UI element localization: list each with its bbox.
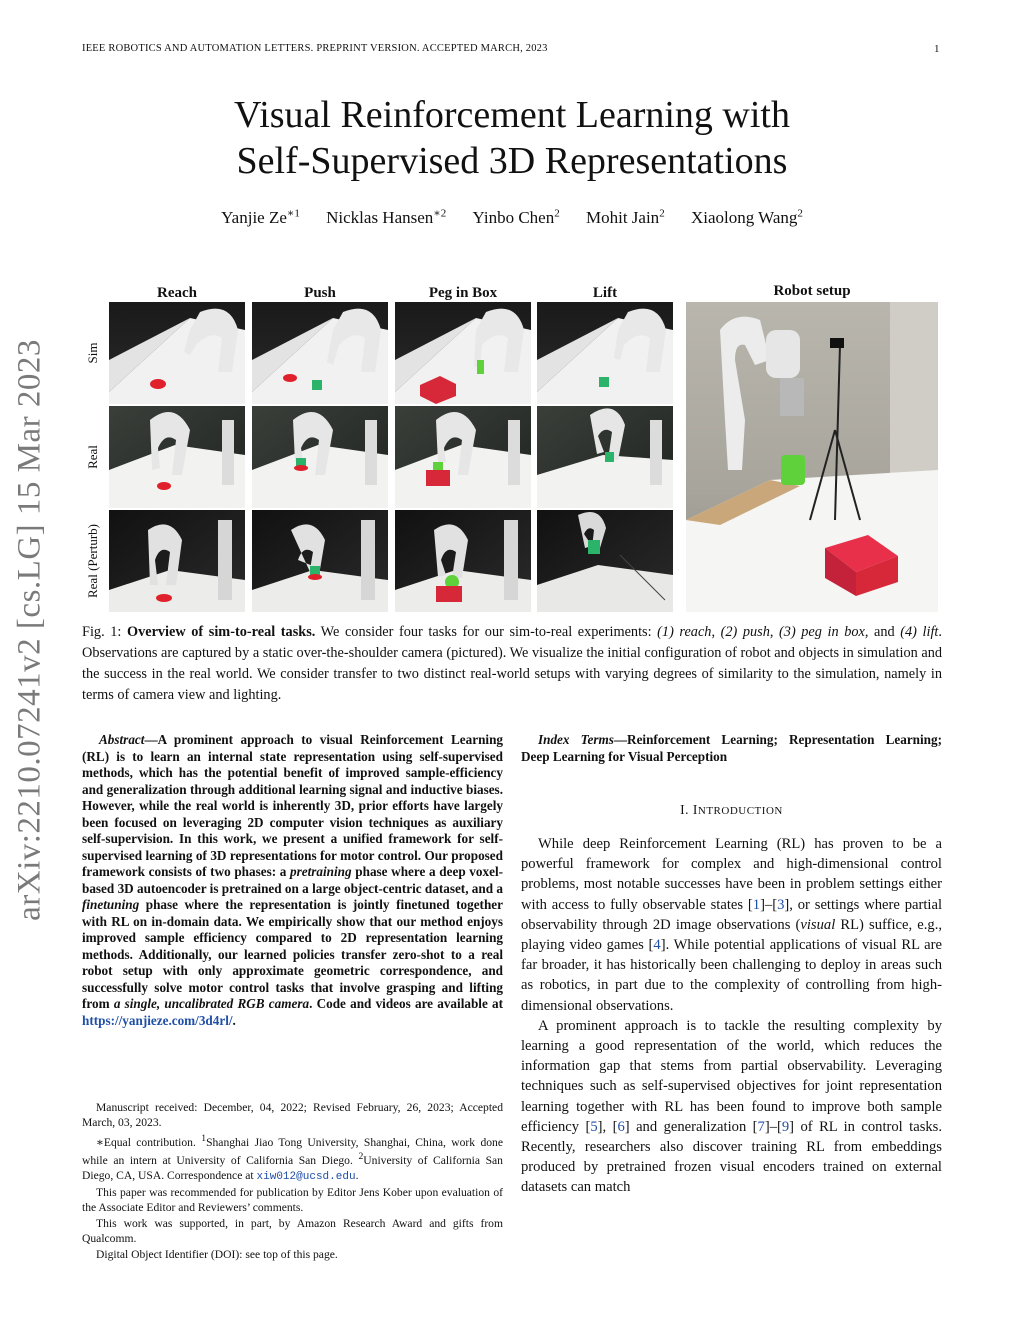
perturb-push-image	[252, 510, 388, 612]
citation-link[interactable]: 9	[781, 1118, 790, 1135]
row-label-sim: Sim	[85, 342, 100, 364]
title-line-1: Visual Reinforcement Learning with	[234, 94, 790, 136]
footnotes	[82, 1101, 503, 1265]
abstract: Abstract—A prominent approach to visual Reinforcement Learning (RL) is to learn an internal state representation using self-supervised methods, which has the potential benefit of improved sample-efficiency and generalization through additional learning signal and inductive biases. However, while the real world is inherently 3D, prior efforts have largely been focused on leveraging 2D computer vision techniques as auxiliary self-supervision. In this work, we present a unified framework for self-supervised learning of 3D representations for motor control. Our proposed framework consists of two phases: a pretraining phase where a deep voxel-based 3D autoencoder is pretrained on a large object-centric dataset, and a finetuning phase where the representation is jointly finetuned together with RL on in-domain data. We empirically show that our method enjoys improved sample efficiency compared to 2D representation learning methods. Additionally, our learned policies transfer zero-shot to a real robot setup with only approximate geometric correspondence, and successfully solve motor control tasks that involve grasping and lifting from a single, uncalibrated RGB camera. Code and videos are available at https://yanjieze.com/3d4rl/.	[82, 732, 504, 1028]
running-header: IEEE ROBOTICS AND AUTOMATION LETTERS. PREPRINT VERSION. ACCEPTED MARCH, 2023	[82, 43, 548, 54]
citation-link[interactable]: 5	[590, 1118, 598, 1135]
index-terms-label: Index Terms	[538, 732, 614, 747]
citation-link[interactable]: 4	[653, 937, 661, 954]
author: Yanjie $Ze^{∗1}$	[221, 207, 300, 227]
column-header-push: Push	[304, 285, 336, 301]
robot-setup-photo	[686, 302, 938, 612]
footnote-affiliations: ∗Equal contribution. $^1$Shanghai Jiao Tong University, Shanghai, China, work done while an intern at University of California San Diego. $^2$University of California San Diego, CA, USA. Correspondence at xiw012@ucsd.edu.	[82, 1133, 503, 1183]
row-label-real: Real	[85, 445, 100, 469]
column-header-peg-in-box: Peg in Box	[428, 285, 498, 301]
footnote-doi: Digital Object Identifier (DOI): see top of this page.	[96, 1248, 338, 1262]
sim-reach-image	[109, 302, 245, 404]
introduction-text	[521, 834, 942, 1198]
footnote-manuscript: Manuscript received: December, 04, 2022; Revised February, 26, 2023; Accepted March, 03, 2023.	[82, 1101, 503, 1129]
citation-link[interactable]: 6	[617, 1118, 625, 1135]
column-header-robot-setup: Robot setup	[773, 283, 851, 299]
intro-paragraph-1: While deep Reinforcement Learning (RL) has proven to be a powerful framework for complex and high-dimensional control problems, most notable successes have been in problem settings either with access to fully observable states [1]–[3], or settings where partial observability through 2D image observations (visual RL) suffice, e.g., playing video games [4]. While potential applications of visual RL are far broader, it has historically been challenging to deploy in areas such as robotics, in part due to the complexity of controlling from high-dimensional observations.	[521, 836, 943, 1014]
sim-lift-image	[537, 302, 673, 404]
citation-link[interactable]: 3	[777, 896, 785, 913]
perturb-lift-image	[537, 510, 673, 612]
perturb-reach-image	[109, 510, 245, 612]
real-peg-in-box-image	[395, 406, 531, 508]
author: Xiaolong Wang$^2$	[690, 207, 803, 227]
column-header-reach: Reach	[157, 285, 197, 301]
author: Yinbo Chen$^2$	[472, 207, 560, 227]
real-reach-image	[109, 406, 245, 508]
footnote-editor: This paper was recommended for publication by Editor Jens Kober upon evaluation of the Associate Editor and Reviewers’ comments.	[82, 1186, 503, 1214]
arxiv-stamp-text: arXiv:2210.07241v2 [cs.LG] 15 Mar 2023	[11, 339, 48, 921]
sim-push-image	[252, 302, 388, 404]
sim-peg-in-box-image	[395, 302, 531, 404]
real-push-image	[252, 406, 388, 508]
page-number: 1	[934, 43, 940, 55]
caption-bold: Overview of sim-to-real tasks.	[126, 624, 316, 640]
footnote-funding: This work was supported, in part, by Amazon Research Award and gifts from Qualcomm.	[82, 1217, 503, 1245]
abstract-label: Abstract	[99, 732, 145, 747]
author: Nicklas Hansen$^{∗2}$	[326, 207, 447, 227]
section-heading: I. INTRODUCTION	[680, 802, 783, 817]
column-header-lift: Lift	[592, 285, 618, 301]
title-line-2: Self-Supervised 3D Representations	[236, 140, 788, 182]
author: Mohit Jain$^2$	[585, 207, 665, 227]
perturb-peg-in-box-image	[395, 510, 531, 612]
intro-paragraph-2: A prominent approach is to tackle the resulting complexity by learning a good representation of the world, which reduces the information gap that stems from partial observability. Leveraging techniques such as self-supervised objectives for joint representation learning together with RL has been found to improve both sample efficiency [5], [6] and generalization [7]–[9] of RL in control tasks. Recently, researchers also discover training RL from embeddings produced by pretrained frozen visual encoders trained on external datasets can match	[521, 1017, 943, 1196]
project-link[interactable]: https://yanjieze.com/3d4rl/	[82, 1012, 233, 1028]
figure-images	[0, 0, 1024, 620]
real-lift-image	[537, 406, 673, 508]
index-terms: Index Terms—Reinforcement Learning; Representation Learning; Deep Learning for Visual Perception	[521, 732, 942, 764]
figure-caption: Fig. 1: Overview of sim-to-real tasks. We consider four tasks for our sim-to-real experiments: (1) reach, (2) push, (3) peg in box, and (4) lift. Observations are captured by a static over-the-shoulder camera (pictured). We visualize the initial configuration of robot and objects in simulation and the success in the real world. We consider transfer to two distinct real-world setups with varying degrees of similarity to the simulation, namely in terms of camera view and lighting.	[82, 624, 942, 703]
row-label-real-perturb: Real (Perturb)	[85, 523, 100, 599]
caption-label: Fig. 1:	[82, 624, 122, 640]
email-link[interactable]: xiw012@ucsd.edu	[256, 1170, 356, 1183]
citation-link[interactable]: 7	[757, 1118, 765, 1135]
citation-link[interactable]: 1	[752, 896, 761, 913]
